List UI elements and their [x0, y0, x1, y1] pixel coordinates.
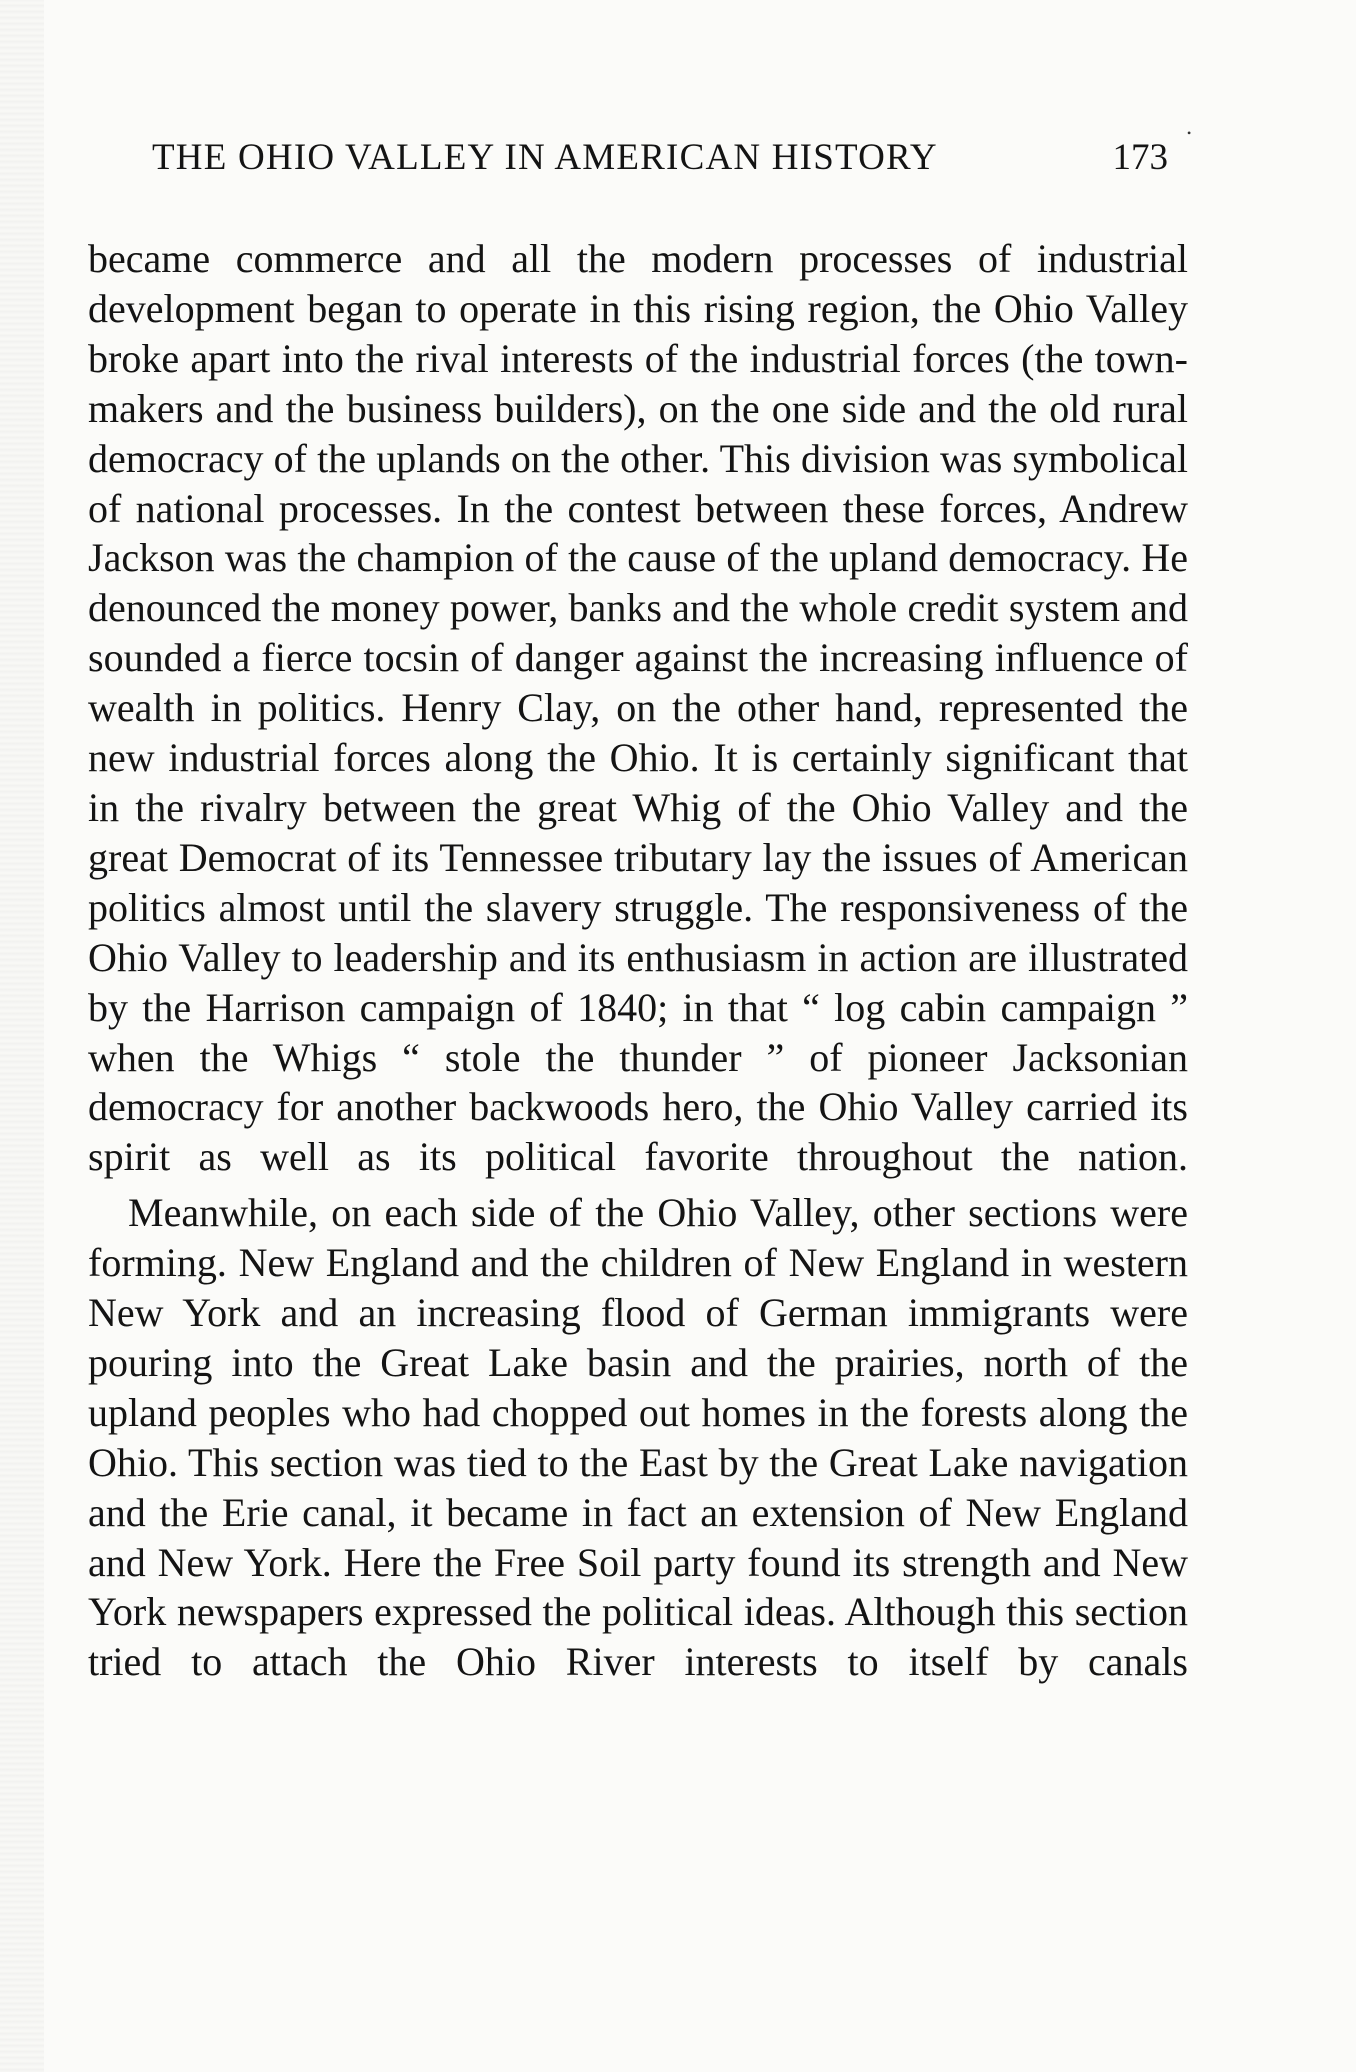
paragraph-1: became commerce and all the modern processes of industrial development began to operate in this rising region, the Ohio Valley broke apart into the rival interests of the industrial forces (the town-makers and the business builders), on the one side and the old rural democracy of the uplands on the other. This division was symbolical of national processes. In the contest between these forces, Andrew Jackson was the champion of the cause of the upland democracy. He denounced the money power, banks and the whole credit system and sounded a fierce tocsin of danger against the increasing influence of wealth in politics. Henry Clay, on the other hand, represented the new industrial forces along the Ohio. It is certainly significant that in the rivalry between the great Whig of the Ohio Valley and the great Democrat of its Tennessee tributary lay the issues of American politics almost until the slavery struggle. The responsiveness of the Ohio Valley to leadership and its enthusiasm in action are illustrated by the Harrison campaign of 1840; in that “ log cabin campaign ” when the Whigs “ stole the thunder ” of pioneer Jacksonian democracy for another backwoods hero, the Ohio Valley carried its spirit as well as its political favorite throughout the nation.: [88, 236, 1188, 1180]
body-text: [88, 234, 1188, 1687]
scan-margin-shadow: [0, 0, 44, 2072]
page-number: 173: [1112, 137, 1168, 178]
running-title: THE OHIO VALLEY IN AMERICAN HISTORY: [152, 137, 938, 178]
scan-speck: •: [1187, 126, 1192, 140]
paragraph-2: Meanwhile, on each side of the Ohio Valley, other sections were forming. New England and the children of New England in western New York and an increasing flood of German immigrants were pouring into the Great Lake basin and the prairies, north of the upland peoples who had chopped out homes in the forests along the Ohio. This section was tied to the East by the Great Lake navigation and the Erie canal, it became in fact an extension of New England and New York. Here the Free Soil party found its strength and New York newspapers expressed the political ideas. Although this section tried to attach the Ohio River interests to itself by canals: [88, 1190, 1188, 1685]
running-header: [152, 136, 1168, 196]
book-page: [88, 0, 1194, 2072]
